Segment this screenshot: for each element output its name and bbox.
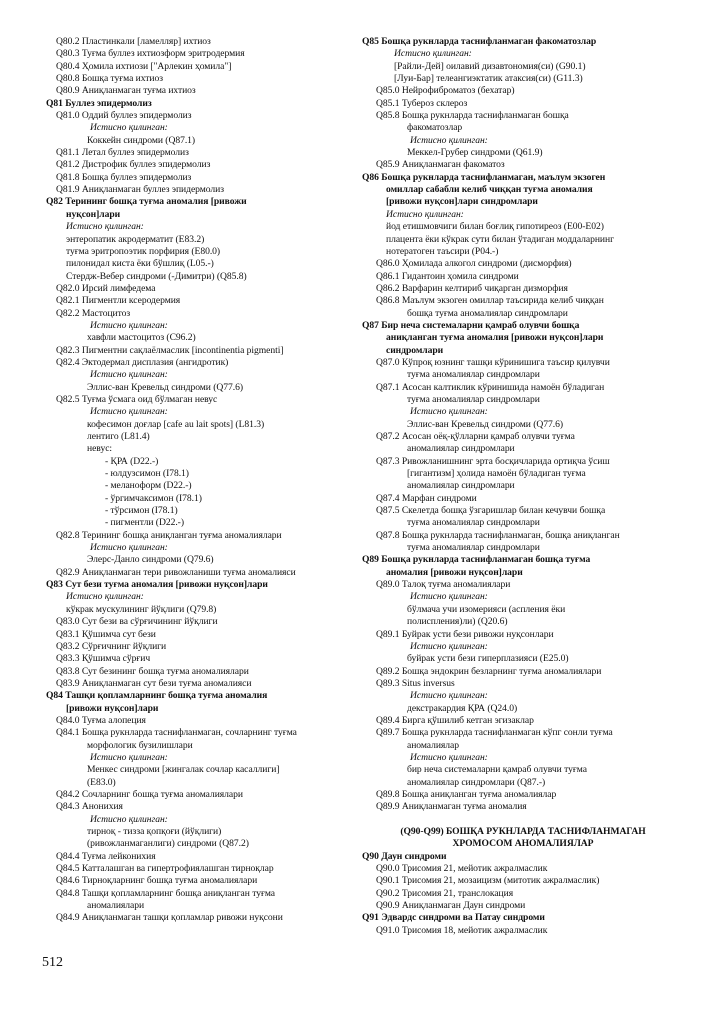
text-line: Q89 Бошқа рукнларда таснифланмаган бошқа туғма xyxy=(362,554,591,566)
text-line: Меккел-Грубер синдроми (Q61.9) xyxy=(407,147,543,159)
text-line: Q86 Бошқа рукнларда таснифланмаган, маълум экзоген xyxy=(362,171,606,183)
text-line: Q81.1 Летал буллез эпидермолиз xyxy=(56,147,189,159)
text-line: Q90.0 Трисомия 21, мейотик ажралмаслик xyxy=(376,863,548,875)
text-line: Q81.2 Дистрофик буллез эпидермолиз xyxy=(56,159,211,171)
text-line: факоматозлар xyxy=(407,122,463,134)
right-column xyxy=(362,36,684,937)
text-line: Q82.2 Мастоцитоз xyxy=(56,307,131,319)
text-line: - юлдузсимон (I78.1) xyxy=(105,468,189,480)
text-line: Q80.2 Пластинкали [ламелляр] ихтиоз xyxy=(56,36,211,47)
text-line: Q81.0 Оддий буллез эпидермолиз xyxy=(56,110,192,122)
text-line: Q82.1 Пигментли ксеродермия xyxy=(56,295,181,307)
text-line: Q80.3 Туғма буллез ихтиозформ эритродермия xyxy=(56,48,245,60)
text-line: - меланоформ (D22.-) xyxy=(105,480,192,492)
text-line: Q80.9 Аниқланмаган туғма ихтиоз xyxy=(56,85,196,97)
text-line: Q90.1 Трисомия 21, мозаицизм (митотик ажралмаслик) xyxy=(376,875,600,887)
text-line: Q83.1 Қўшимча сут бези xyxy=(56,628,156,640)
text-line: аномалия [ривожи нуқсон]лари xyxy=(386,566,523,578)
text-line: Истисно қилинган: xyxy=(90,406,168,418)
text-line: Q81 Буллез эпидермолиз xyxy=(46,97,152,109)
text-line: [Луи-Бар] телеангиэктатик атаксия(си) (G11.3) xyxy=(394,73,583,85)
text-line: аномалиялар xyxy=(407,739,459,751)
text-line: Q85 Бошқа рукнларда таснифланмаган факоматозлар xyxy=(362,36,597,47)
text-line: Q82.4 Эктодермал дисплазия (ангидротик) xyxy=(56,356,229,368)
text-line: Q87.0 Кўпроқ юзнинг ташқи кўринишига таъсир қилувчи xyxy=(376,356,610,368)
text-line: Q90 Даун синдроми xyxy=(362,850,447,862)
text-line: Q82.0 Ирсий лимфедема xyxy=(56,282,156,294)
text-line: - тўрсимон (I78.1) xyxy=(105,505,178,517)
text-line: нотератоген таъсири (P04.-) xyxy=(386,245,499,257)
text-line: туғма аномалиялар синдромлари xyxy=(407,542,540,554)
text-line: Истисно қилинган: xyxy=(410,690,488,702)
text-line: Истисно қилинган: xyxy=(90,369,168,381)
text-line: Q86.2 Варфарин келтириб чиқарган дизморфия xyxy=(376,282,568,294)
text-line: плацента ёки кўкрак сути билан ўтадиган моддаларнинг xyxy=(386,233,614,245)
text-line: Q91.0 Трисомия 18, мейотик ажралмаслик xyxy=(376,924,548,936)
text-line: Q83.8 Сут безининг бошқа туғма аномалиялари xyxy=(56,665,249,677)
text-line: Q91 Эдвардс синдроми ва Патау синдроми xyxy=(362,912,545,924)
text-line: Q84.9 Аниқланмаган ташқи қопламлар ривожи нуқсони xyxy=(56,912,283,924)
text-line: энтеропатик акродерматит (E83.2) xyxy=(66,233,205,245)
text-line: синдромлари xyxy=(386,344,444,356)
text-line: туғма аномалиялар синдромлари xyxy=(407,517,540,529)
text-line: Истисно қилинган: xyxy=(90,813,168,825)
text-line: (ривожланмаганлиги) синдроми (Q87.2) xyxy=(87,838,249,850)
text-line: Q85.1 Тубероз склероз xyxy=(376,97,468,109)
text-line: - пигментли (D22.-) xyxy=(105,517,184,529)
text-line: пилонидал киста ёки бўшлиқ (L05.-) xyxy=(66,258,214,270)
text-line: Q90.2 Трисомия 21, транслокация xyxy=(376,887,514,899)
text-line: - ҚРА (D22.-) xyxy=(105,455,159,467)
text-line: Q87 Бир неча системаларни қамраб олувчи бошқа xyxy=(362,319,580,331)
text-line: бўлмача учи изомерияси (аспления ёки xyxy=(407,603,566,615)
text-line: Истисно қилинган: xyxy=(90,751,168,763)
text-line: [ривожи нуқсон]лари синдромлари xyxy=(386,196,538,208)
text-line: Истисно қилинган: xyxy=(90,319,168,331)
text-line: [Райли-Дей] оилавий дизавтономия(си) (G90.1) xyxy=(394,60,586,72)
text-line: Q89.7 Бошқа рукнларда таснифланмаган кўпг сонли туғма xyxy=(376,727,613,739)
text-line: невус: xyxy=(87,443,113,455)
text-line: Q81.8 Бошқа буллез эпидермолиз xyxy=(56,171,192,183)
text-line: Q84 Ташқи қопламларнинг бошқа туғма аномалия xyxy=(46,690,268,702)
text-line: Q82.5 Туғма ўсмага оид бўлмаган невус xyxy=(56,393,218,405)
text-line: аниқланган туғма аномалия [ривожи нуқсон]лари xyxy=(386,332,604,344)
text-line: Q89.8 Бошқа аниқланган туғма аномалиялар xyxy=(376,788,557,800)
text-line: Истисно қилинган: xyxy=(66,221,144,233)
text-line: - ўргимчаксимон (I78.1) xyxy=(105,492,202,504)
text-line: Истисно қилинган: xyxy=(410,591,488,603)
text-line: Истисно қилинган: xyxy=(410,406,488,418)
text-line: Истисно қилинган: xyxy=(90,122,168,134)
text-line: Эллис-ван Кревельд синдроми (Q77.6) xyxy=(87,381,243,393)
text-line: Q89.0 Талоқ туғма аномалиялари xyxy=(376,579,511,591)
text-line: Q86.0 Ҳомилада алкогол синдроми (дисморфия) xyxy=(376,258,572,270)
text-line: Истисно қилинган: xyxy=(410,751,488,763)
text-line: аномалиялар синдромлари xyxy=(407,480,515,492)
text-line: Q89.2 Бошқа эндокрин безларнинг туғма аномалиялари xyxy=(376,665,602,677)
text-line: Стердж-Вебер синдроми (-Димитри) (Q85.8) xyxy=(66,270,247,282)
text-line: Q85.8 Бошқа рукнларда таснифланмаган бошқа xyxy=(376,110,569,122)
text-line: Коккейн синдроми (Q87.1) xyxy=(87,134,196,146)
text-line: омиллар сабабли келиб чиққан туғма аномалия xyxy=(386,184,593,196)
text-line: туғма аномалиялар синдромлари xyxy=(407,393,540,405)
text-line: Q83.9 Аниқланмаган сут бези туғма аномалияси xyxy=(56,677,252,689)
text-line: Q82.8 Терининг бошқа аниқланган туғма аномалиялари xyxy=(56,529,282,541)
text-line: (Q90-Q99) БОШҚА РУКНЛАРДА ТАСНИФЛАНМАГАН xyxy=(400,826,646,837)
text-line: Истисно қилинган: xyxy=(394,48,472,60)
text-line: Q85.9 Аниқланмаган факоматоз xyxy=(376,159,505,171)
text-line: Q89.9 Аниқланмаган туғма аномалия xyxy=(376,801,527,813)
text-line: лентиго (L81.4) xyxy=(87,431,150,442)
text-line: Q82.9 Аниқланмаган тери ривожланиши туғма аномалияси xyxy=(56,566,296,578)
text-line: Q80.8 Бошқа туғма ихтиоз xyxy=(56,73,163,85)
text-line: Q83.2 Сўрғичнинг йўқлиги xyxy=(56,640,167,652)
text-line: Q84.8 Ташқи қопламларнинг бошқа аниқланган туғма xyxy=(56,887,276,899)
text-line: Q83 Сут бези туғма аномалия [ривожи нуқсон]лари xyxy=(46,579,268,591)
text-line: Q86.8 Маълум экзоген омиллар таъсирида келиб чиққан xyxy=(376,295,604,307)
text-line: Q84.6 Тирноқларнинг бошқа туғма аномалиялари xyxy=(56,875,258,887)
text-line: бошқа туғма аномалиялар синдромлари xyxy=(407,307,568,319)
text-line: Истисно қилинган: xyxy=(90,542,168,554)
text-line: Истисно қилинган: xyxy=(410,134,488,146)
text-line: Q81.9 Аниқланмаган буллез эпидермолиз xyxy=(56,184,224,196)
text-line: ХРОМОСОМ АНОМАЛИЯЛАР xyxy=(452,838,594,850)
text-line: Эллис-ван Кревельд синдроми (Q77.6) xyxy=(407,418,563,430)
text-line: Q89.4 Бирга қўшилиб кетган эгизаклар xyxy=(376,714,534,726)
page-number: 512 xyxy=(42,955,63,970)
text-line: Q87.8 Бошқа рукнларда таснифланмаган, бошқа аниқланган xyxy=(376,529,620,541)
text-line: Q87.2 Асосан оёқ-қўлларни қамраб олувчи туғма xyxy=(376,431,575,442)
text-line: Истисно қилинган: xyxy=(410,640,488,652)
text-line: кўкрак мускулининг йўқлиги (Q79.8) xyxy=(66,603,217,615)
text-line: аномалиялари xyxy=(87,900,145,912)
text-line: (E83.0) xyxy=(87,776,116,788)
text-line: Элерс-Данло синдроми (Q79.6) xyxy=(87,554,214,566)
text-line: декстракардия ҚРА (Q24.0) xyxy=(407,702,518,714)
text-line: бир неча системаларни қамраб олувчи туғма xyxy=(407,764,587,776)
text-line: кофесимон доғлар [cafe au lait spots] (L81.3) xyxy=(87,418,265,430)
text-line: Q84.2 Сочларнинг бошқа туғма аномалиялари xyxy=(56,788,243,800)
text-line: Истисно қилинган: xyxy=(66,591,144,603)
text-line: [гигантизм] ҳолида намоён бўладиган туғма xyxy=(407,468,586,480)
text-line: Q89.1 Буйрак усти бези ривожи нуқсонлари xyxy=(376,628,554,640)
text-line: тирноқ - тизза қопқоғи (йўқлиги) xyxy=(87,826,222,837)
text-line: Q82 Терининг бошқа туғма аномалия [ривожи xyxy=(46,196,247,208)
text-line: Q84.4 Туғма лейконихия xyxy=(56,850,156,862)
text-line: йод етишмовчиги билан боғлиқ гипотиреоз (E00-E02) xyxy=(386,221,604,233)
text-line: [ривожи нуқсон]лари xyxy=(66,702,159,714)
text-line: аномалиялар синдромлари xyxy=(407,443,515,455)
text-line: туғма аномалиялар синдромлари xyxy=(407,369,540,381)
text-line: Q87.3 Ривожланишнинг эрта босқичларида ортиқча ўсиш xyxy=(376,455,610,467)
text-line: Q84.0 Туғма алопеция xyxy=(56,714,146,726)
text-line: морфологик бузилишлари xyxy=(87,739,193,751)
text-line: Q87.4 Марфан синдроми xyxy=(376,492,477,504)
text-line: Q84.1 Бошқа рукнларда таснифланмаган, сочларнинг туғма xyxy=(56,727,297,739)
text-line: Q82.3 Пигментни сақлаёлмаслик [incontinentia pigmenti] xyxy=(56,344,284,356)
text-line: Q86.1 Гидантоин ҳомила синдроми xyxy=(376,270,519,282)
text-line: Q84.5 Катталашган ва гипертрофиялашган тирноқлар xyxy=(56,863,274,875)
text-line: Q80.4 Ҳомила ихтиози ["Арлекин ҳомила"] xyxy=(56,60,232,72)
text-line: Q89.3 Situs inversus xyxy=(376,677,455,689)
text-line: Q84.3 Анонихия xyxy=(56,801,123,813)
text-line: Q90.9 Аниқланмаган Даун синдроми xyxy=(376,900,526,912)
text-line: Q83.3 Қўшимча сўрғич xyxy=(56,653,151,665)
text-line: Q83.0 Сут бези ва сўрғичининг йўқлиги xyxy=(56,616,218,628)
text-line: Менкес синдроми [жингалак сочлар касаллиги] xyxy=(87,764,280,776)
text-line: туғма эритропоэтик порфирия (E80.0) xyxy=(66,245,221,257)
text-line: Q85.0 Нейрофиброматоз (бехатар) xyxy=(376,85,515,97)
text-line: полиспления)ли) (Q20.6) xyxy=(407,616,508,628)
text-line: Истисно қилинган: xyxy=(386,208,464,220)
text-line: аномалиялар синдромлари (Q87.-) xyxy=(407,776,546,788)
blank-line xyxy=(362,814,684,826)
text-line: нуқсон]лари xyxy=(66,208,121,220)
left-column xyxy=(42,36,360,925)
text-line: Q87.1 Асосан калтиклик кўринишида намоён бўладиган xyxy=(376,381,605,393)
text-line: Q87.5 Скелетда бошқа ўзгаришлар билан кечувчи бошқа xyxy=(376,505,606,517)
text-line: буйрак усти бези гиперплазияси (E25.0) xyxy=(407,653,569,665)
text-line: хавфли мастоцитоз (C96.2) xyxy=(87,332,196,344)
